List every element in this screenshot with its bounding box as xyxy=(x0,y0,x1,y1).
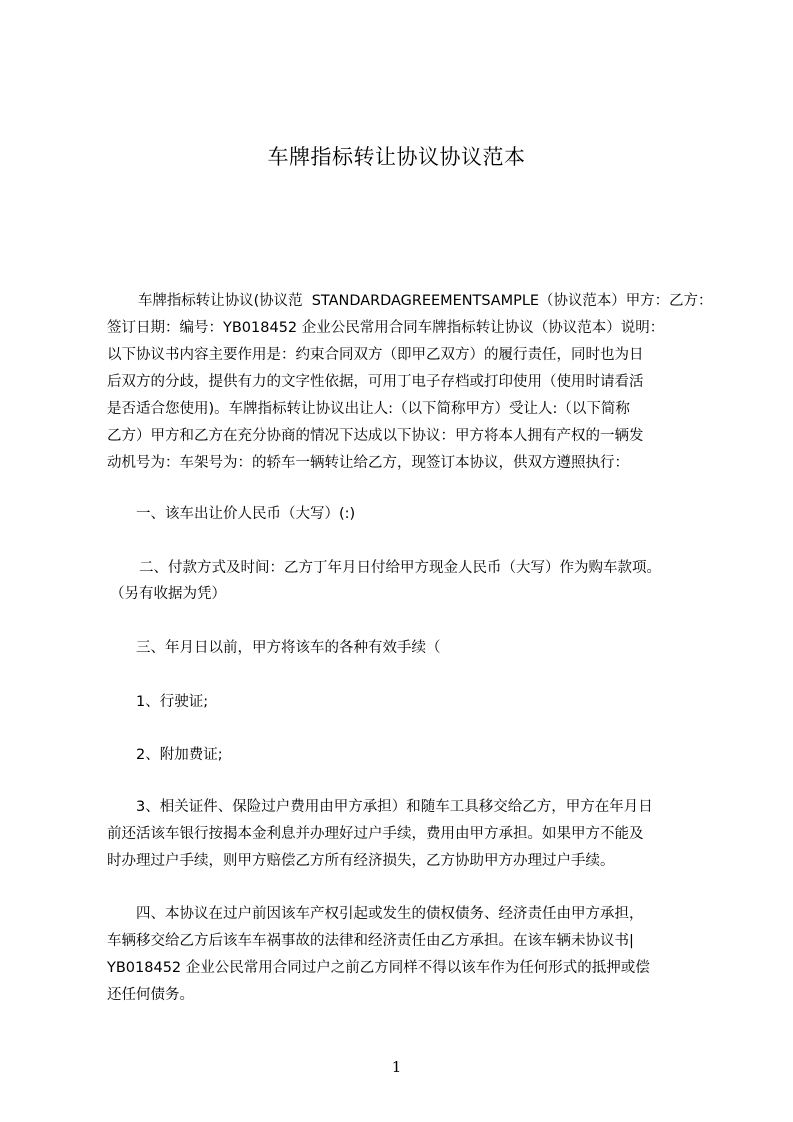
paragraph-line: 3、相关证件、保险过户费用由甲方承担）和随车工具移交给乙方，甲方在年月日 xyxy=(136,799,653,815)
paragraph-line: 四、本协议在过户前因该车产权引起或发生的债权债务、经济责任由甲方承担， xyxy=(136,906,644,922)
paragraph-line: 车辆移交给乙方后该车车祸事故的法律和经济责任由乙方承担。在该车辆未协议书| xyxy=(107,933,634,949)
paragraph-line: 三、年月日以前，甲方将该车的各种有效手续（ xyxy=(136,640,441,656)
paragraph-line: 二、付款方式及时间：乙方丁年月日付给甲方现金人民币（大写）作为购车款项。 xyxy=(139,560,661,576)
paragraph-line: 动机号为：车架号为：的轿车一辆转让给乙方，现签订本协议，供双方遵照执行： xyxy=(107,455,629,471)
paragraph-line: （另有收据为凭） xyxy=(110,586,226,602)
paragraph-line: 前还活该车银行按揭本金利息并办理好过户手续，费用由甲方承担。如果甲方不能及 xyxy=(107,826,644,842)
paragraph-line: 车牌指标转让协议(协议范 STANDARDAGREEMENTSAMPLE（协议范本）甲方：乙方： xyxy=(138,293,713,309)
paragraph-line: 1、行驶证; xyxy=(136,694,209,710)
paragraph-line: 一、该车出让价人民币（大写）(:) xyxy=(136,506,356,522)
document-title: 车牌指标转让协议协议范本 xyxy=(267,145,526,169)
page-number: 1 xyxy=(391,1058,402,1076)
paragraph-line: 2、附加费证; xyxy=(136,747,223,763)
paragraph-line: 时办理过户手续，则甲方赔偿乙方所有经济损失，乙方协助甲方办理过户手续。 xyxy=(107,853,615,869)
paragraph-line: 以下协议书内容主要作用是：约束合同双方（即甲乙双方）的履行责任，同时也为日 xyxy=(107,347,644,363)
paragraph-line: 乙方）甲方和乙方在充分协商的情况下达成以下协议：甲方将本人拥有产权的一辆发 xyxy=(107,428,644,444)
paragraph-line: 是否适合您使用)。车牌指标转让协议出让人:（以下简称甲方）受让人:（以下简称 xyxy=(107,401,630,417)
paragraph-line: 后双方的分歧，提供有力的文字性依据，可用丁电子存档或打印使用（使用时请看活 xyxy=(107,374,644,390)
paragraph-line: YB018452 企业公民常用合同过户之前乙方同样不得以该车作为任何形式的抵押或偿 xyxy=(107,960,650,976)
paragraph-line: 还任何债务。 xyxy=(107,987,194,1003)
paragraph-line: 签订日期：编号：YB018452 企业公民常用合同车牌指标转让协议（协议范本）说明： xyxy=(107,320,665,336)
